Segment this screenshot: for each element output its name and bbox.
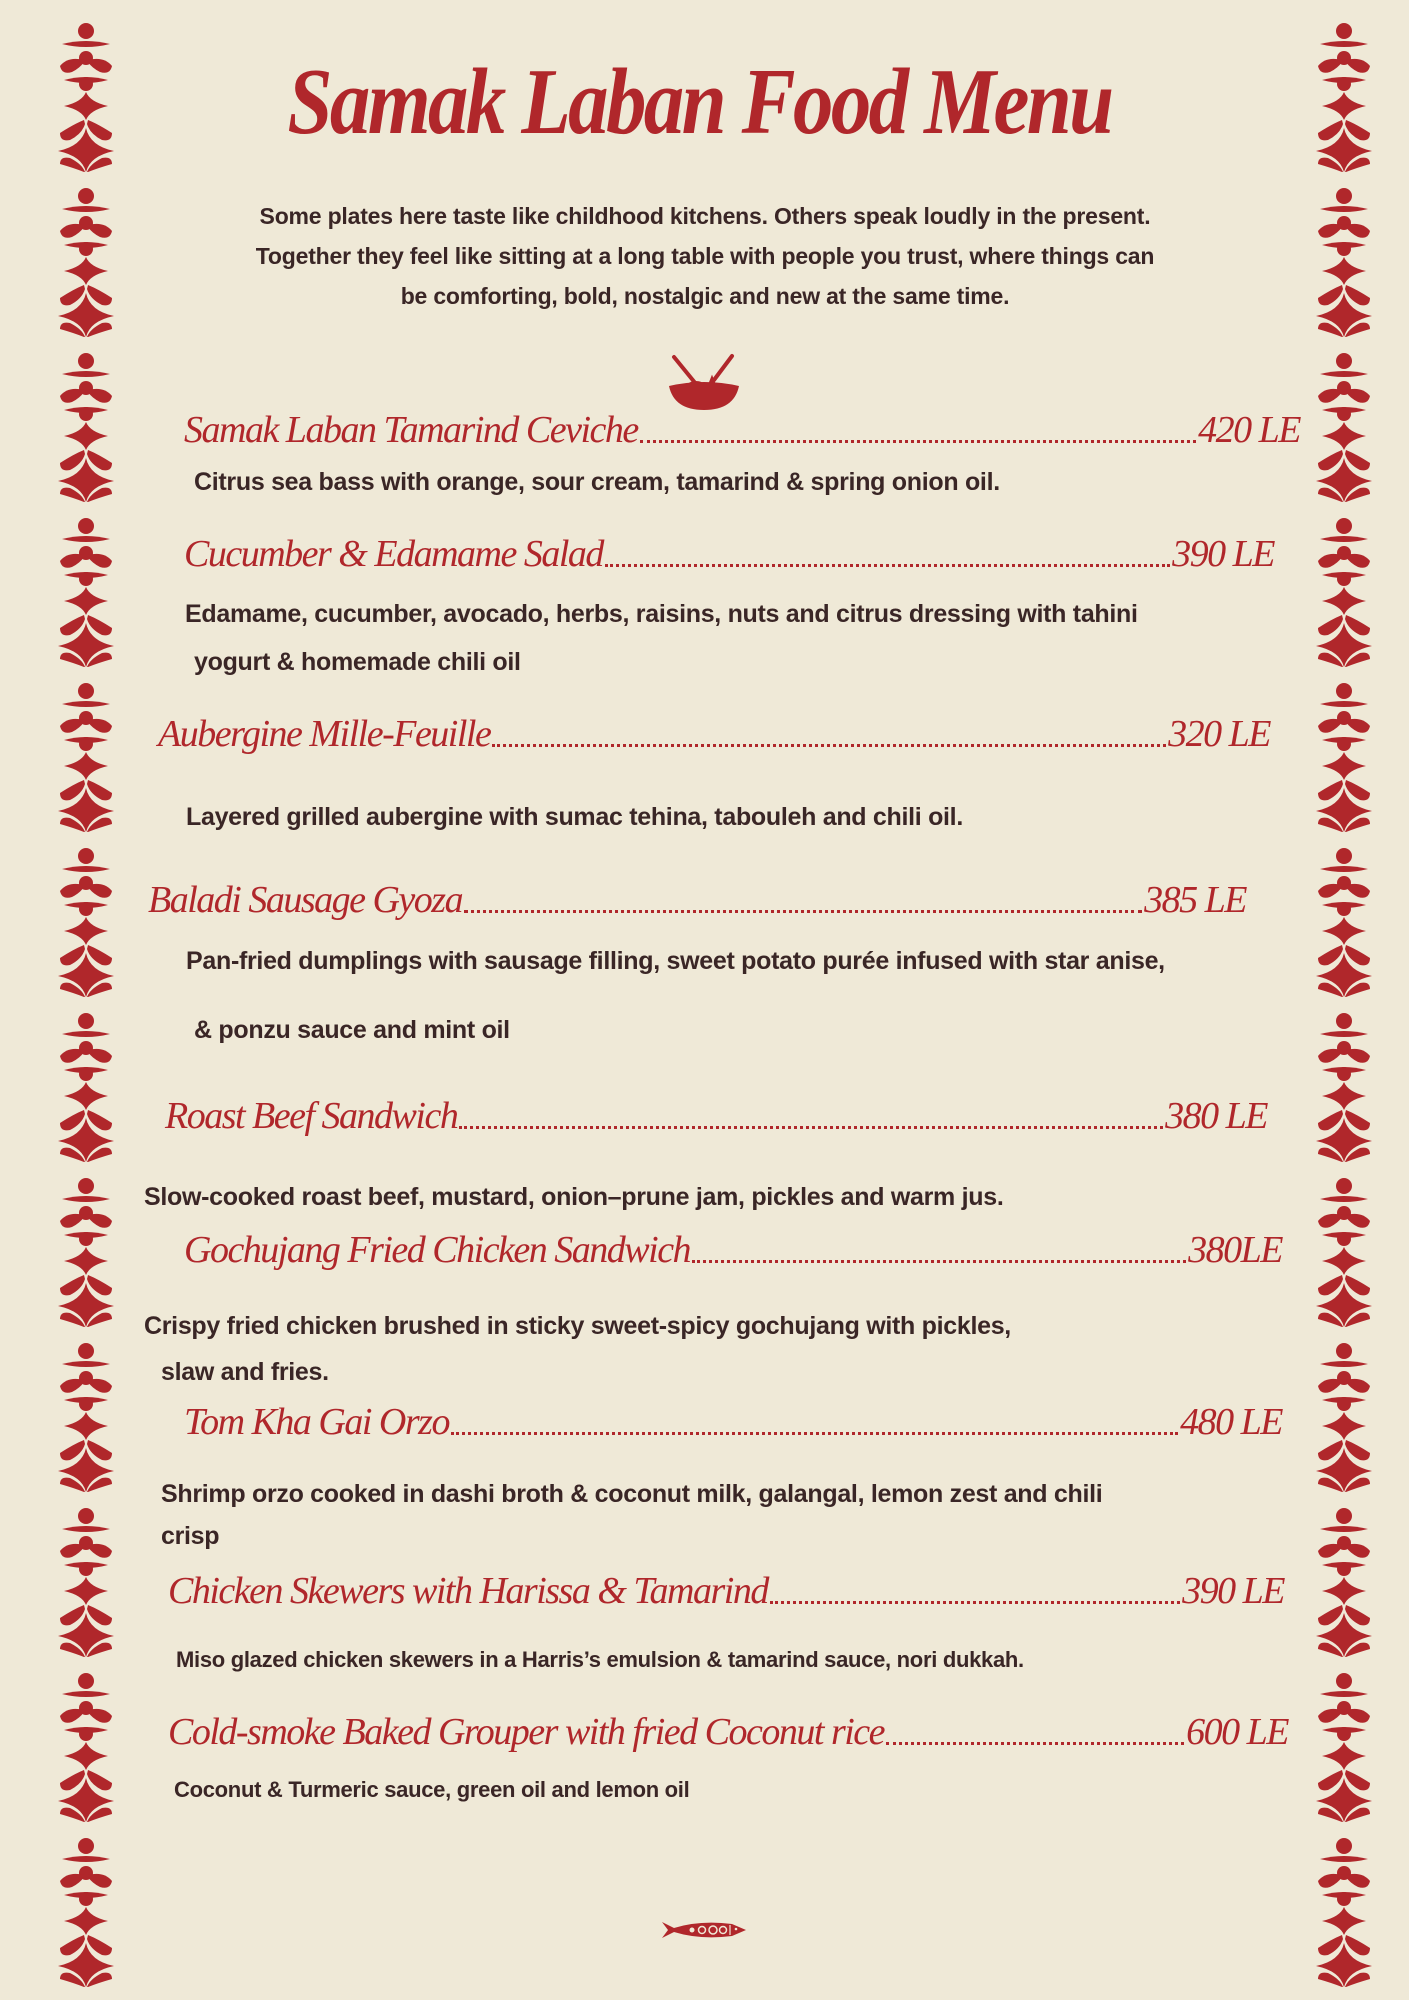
item-description: Edamame, cucumber, avocado, herbs, raisins, nuts and citrus dressing with tahini [185, 600, 1138, 628]
item-description: yogurt & homemade chili oil [194, 648, 521, 676]
intro-paragraph [140, 196, 1270, 316]
menu-item-header [184, 408, 1300, 454]
item-description: Citrus sea bass with orange, sour cream, tamarind & spring onion oil. [194, 468, 1000, 496]
menu-item-header [184, 532, 1274, 578]
item-name: Gochujang Fried Chicken Sandwich [184, 1229, 691, 1271]
item-description: Layered grilled aubergine with sumac tehina, tabouleh and chili oil. [186, 803, 963, 831]
intro-line: be comforting, bold, nostalgic and new at the same time. [400, 283, 1010, 309]
item-name: Baladi Sausage Gyoza [148, 879, 463, 921]
item-description: Slow-cooked roast beef, mustard, onion–prune jam, pickles and warm jus. [144, 1183, 1004, 1211]
menu-item-header [148, 878, 1246, 924]
dot-leader [692, 1260, 1186, 1263]
dot-leader [886, 1742, 1184, 1745]
item-description: Pan-fried dumplings with sausage filling, sweet potato purée infused with star anise, [186, 947, 1165, 975]
item-name: Cucumber & Edamame Salad [184, 533, 603, 575]
intro-line: Together they feel like sitting at a long table with people you trust, where things can [255, 243, 1155, 269]
item-price: 480 LE [1180, 1401, 1282, 1443]
item-price: 600 LE [1186, 1711, 1288, 1753]
item-description: Crispy fried chicken brushed in sticky sweet-spicy gochujang with pickles, [144, 1312, 1011, 1340]
menu-item-header [158, 712, 1270, 758]
dot-leader [640, 440, 1196, 443]
item-price: 385 LE [1144, 879, 1246, 921]
menu-item-header [165, 1094, 1267, 1140]
dot-leader [770, 1601, 1180, 1604]
dot-leader [464, 910, 1142, 913]
menu-item-header [184, 1228, 1282, 1274]
item-price: 390 LE [1182, 1570, 1284, 1612]
item-price: 420 LE [1198, 409, 1300, 451]
bowl-with-utensils-icon [664, 352, 744, 412]
dot-leader [459, 1126, 1163, 1129]
dot-leader [605, 564, 1170, 567]
item-description: slaw and fries. [161, 1358, 329, 1386]
item-description: Shrimp orzo cooked in dashi broth & coconut milk, galangal, lemon zest and chili [161, 1480, 1103, 1508]
item-name: Samak Laban Tamarind Ceviche [184, 409, 638, 451]
item-price: 390 LE [1172, 533, 1274, 575]
fish-icon [660, 1912, 752, 1948]
item-name: Aubergine Mille-Feuille [158, 713, 491, 755]
item-name: Chicken Skewers with Harissa & Tamarind [168, 1570, 768, 1612]
dot-leader [451, 1432, 1178, 1435]
dot-leader [492, 744, 1166, 747]
menu-item-header [168, 1710, 1288, 1756]
item-price: 320 LE [1168, 713, 1270, 755]
menu-item-header [168, 1569, 1284, 1615]
intro-line: Some plates here taste like childhood kitchens. Others speak loudly in the present. [259, 203, 1151, 229]
menu-item-header [184, 1400, 1282, 1446]
item-name: Tom Kha Gai Orzo [184, 1401, 449, 1443]
item-name: Cold-smoke Baked Grouper with fried Coconut rice [168, 1711, 885, 1753]
item-description: crisp [161, 1522, 220, 1550]
item-description: Coconut & Turmeric sauce, green oil and lemon oil [174, 1777, 690, 1802]
item-description: & ponzu sauce and mint oil [194, 1016, 510, 1044]
item-price: 380 LE [1165, 1095, 1267, 1137]
item-name: Roast Beef Sandwich [165, 1095, 458, 1137]
page-title: Samak Laban Food Menu [287, 50, 1112, 154]
item-price: 380LE [1188, 1229, 1282, 1271]
item-description: Miso glazed chicken skewers in a Harris’s emulsion & tamarind sauce, nori dukkah. [176, 1647, 1024, 1672]
